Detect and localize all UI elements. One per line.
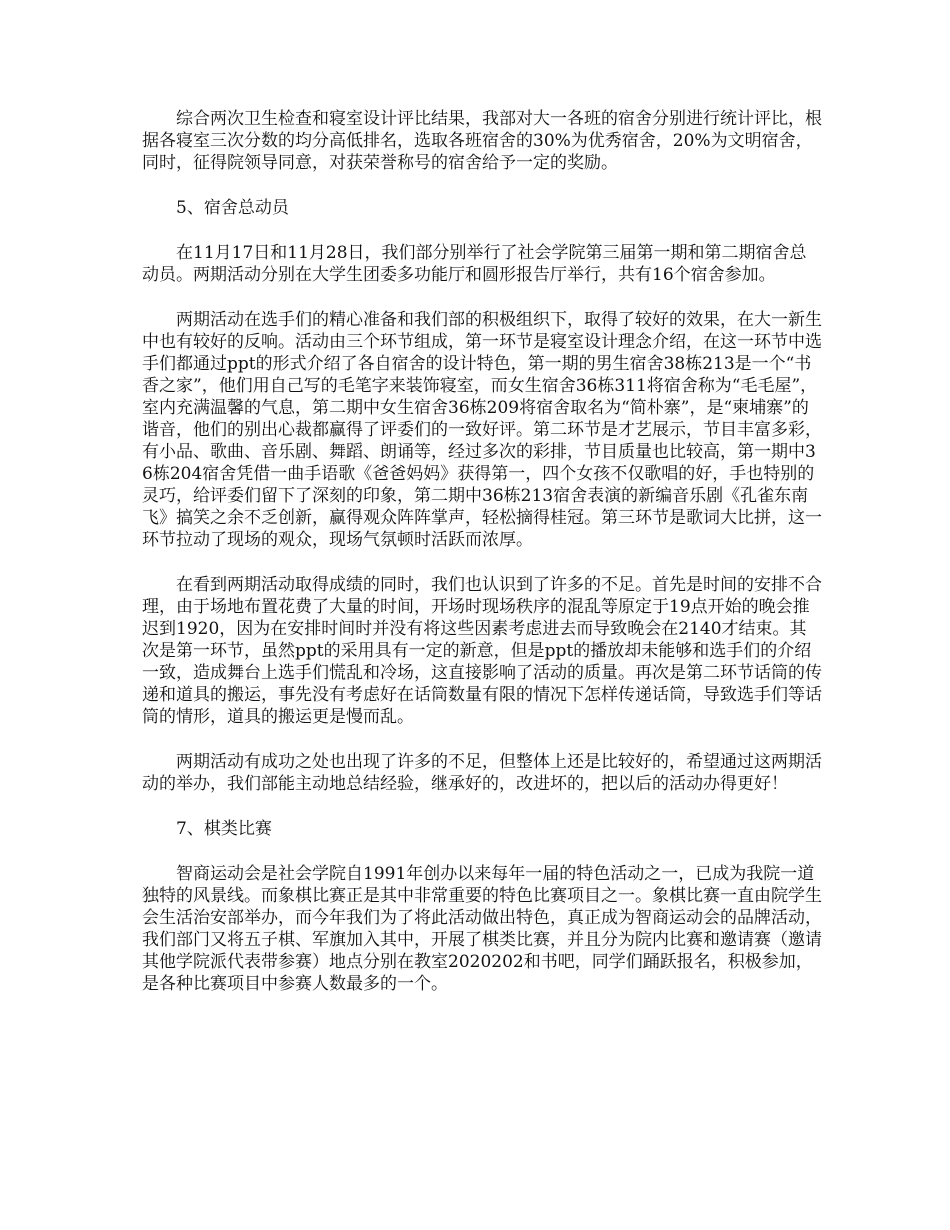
paragraph-chess-competition: 智商运动会是社会学院自1991年创办以来每年一届的特色活动之一，已成为我院一道独特的风景线。而象棋比赛正是其中非常重要的特色比赛项目之一。象棋比赛一直由院学生会生活治安部举办，而今年我们为了将此活动做出特色，真正成为智商运动会的品牌活动，我们部门又将五子棋、军旗加入其中，开展了棋类比赛，并且分为院内比赛和邀请赛（邀请其他学院派代表带参赛）地点分别在教室2020202和书吧，同学们踊跃报名，积极参加，是各种比赛项目中参赛人数最多的一个。 [142, 864, 822, 994]
spacer [142, 795, 822, 818]
paragraph-conclusion: 两期活动有成功之处也出现了许多的不足，但整体上还是比较好的，希望通过这两期活动的举办，我们部能主动地总结经验，继承好的，改进坏的，把以后的活动办得更好！ [142, 752, 822, 794]
paragraph-award-summary: 综合两次卫生检查和寝室设计评比结果，我部对大一各班的宿舍分别进行统计评比，根据各寝室三次分数的均分高低排名，选取各班宿舍的30%为优秀宿舍，20%为文明宿舍，同时，征得院领导同意，对获荣誉称号的宿舍给予一定的奖励。 [142, 109, 822, 173]
spacer [142, 219, 822, 242]
paragraph-shortcomings: 在看到两期活动取得成绩的同时，我们也认识到了许多的不足。首先是时间的安排不合理，由于场地布置花费了大量的时间，开场时现场秩序的混乱等原定于19点开始的晚会推迟到1920，因为在安排时间时并没有将这些因素考虑进去而导致晚会在2140才结束。其次是第一环节，虽然ppt的采用具有一定的新意，但是ppt的播放却未能够和选手们的介绍一致，造成舞台上选手们慌乱和冷场，这直接影响了活动的质量。再次是第二环节话筒的传递和道具的搬运，事先没有考虑好在话筒数量有限的情况下怎样传递话筒，导致选手们等话筒的情形，道具的搬运更是慢而乱。 [142, 575, 822, 727]
paragraph-event-details: 两期活动在选手们的精心准备和我们部的积极组织下，取得了较好的效果，在大一新生中也有较好的反响。活动由三个环节组成，第一环节是寝室设计理念介绍，在这一环节中选手们都通过ppt的形式介绍了各自宿舍的设计特色，第一期的男生宿舍38栋213是一个“书香之家”，他们用自己写的毛笔字来装饰寝室，而女生宿舍36栋311将宿舍称为“毛毛屋”，室内充满温馨的气息，第二期中女生宿舍36栋209将宿舍取名为“简朴寨”，是“柬埔寨”的谐音，他们的别出心裁都赢得了评委们的一致好评。第二环节是才艺展示，节目丰富多彩，有小品、歌曲、音乐剧、舞蹈、朗诵等，经过多次的彩排，节目质量也比较高，第一期中36栋204宿舍凭借一曲手语歌《爸爸妈妈》获得第一，四个女孩不仅歌唱的好，手也特别的灵巧，给评委们留下了深刻的印象，第二期中36栋213宿舍表演的新编音乐剧《孔雀东南飞》搞笑之余不乏创新，赢得观众阵阵掌声，轻松摘得桂冠。第三环节是歌词大比拼，这一环节拉动了现场的观众，现场气氛顿时活跃而浓厚。 [142, 310, 822, 550]
spacer [142, 551, 822, 574]
section-heading-chess-competition: 7、棋类比赛 [176, 819, 272, 839]
spacer [142, 174, 822, 197]
section-heading-dorm-mobilization: 5、宿舍总动员 [176, 198, 289, 218]
spacer [142, 728, 822, 751]
spacer [142, 286, 822, 309]
spacer [142, 840, 822, 863]
document-body [142, 108, 822, 995]
paragraph-event-dates: 在11月17日和11月28日，我们部分别举行了社会学院第三届第一期和第二期宿舍总动员。两期活动分别在大学生团委多功能厅和圆形报告厅举行，共有16个宿舍参加。 [142, 243, 807, 285]
